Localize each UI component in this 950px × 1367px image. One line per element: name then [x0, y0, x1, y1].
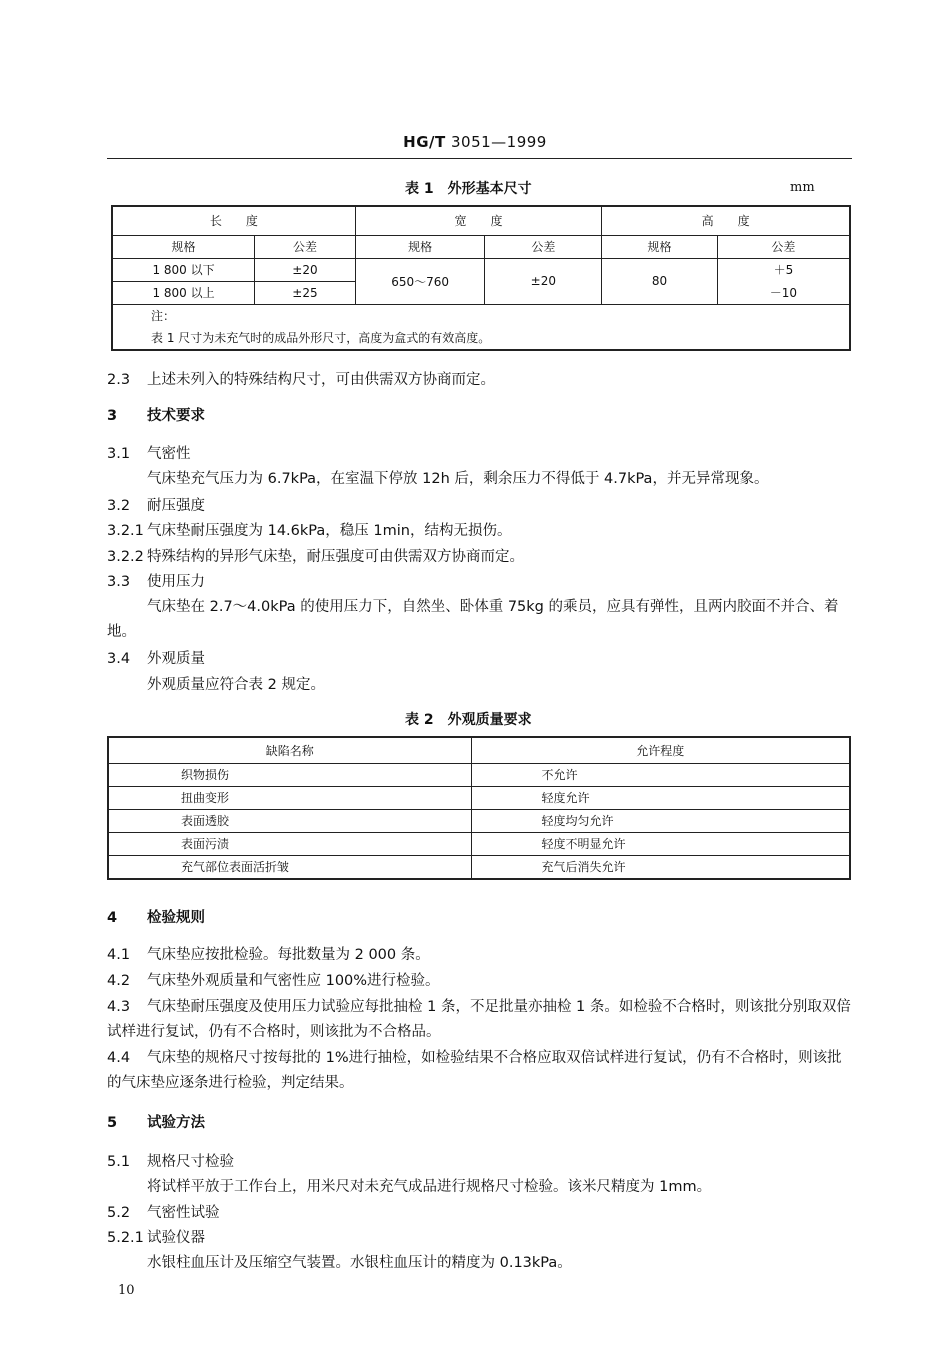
clause-3-4-heading [107, 647, 852, 672]
section-3-heading [107, 404, 852, 429]
clause-3-3-heading [107, 570, 852, 595]
clause-title: 外观质量 [147, 651, 205, 667]
table1-subheader: 规格 [355, 235, 485, 258]
clause-3-1-text: 气床垫充气压力为 6.7kPa，在室温下停放 12h 后，剩余压力不得低于 4.7kPa，并无异常现象。 [147, 471, 769, 487]
clause-number: 5.2.1 [107, 1230, 144, 1246]
clause-number: 3.2 [107, 498, 131, 514]
table1-length-tol: ±25 [255, 281, 356, 304]
table2-header-allow: 允许程度 [471, 737, 850, 763]
clause-number: 4.2 [107, 973, 131, 989]
clause-text: 气床垫耐压强度及使用压力试验应每批抽检 1 条，不足批量亦抽检 1 条。如检验不合格时，则该批分别取双倍试样进行复试，仍有不合格时，则该批为不合格品。 [107, 999, 851, 1040]
table1-length-spec: 1 800 以上 [112, 281, 255, 304]
header-rule [107, 158, 852, 159]
section-title: 试验方法 [147, 1115, 205, 1131]
table1-note-label: 注： [151, 308, 176, 323]
table2-defect: 织物损伤 [108, 763, 471, 786]
table1-note [112, 304, 850, 350]
clause-title: 气密性试验 [147, 1205, 220, 1221]
table2-allow: 充气后消失允许 [471, 855, 850, 879]
standard-code [0, 133, 950, 151]
section-number: 5 [107, 1115, 118, 1131]
clause-5-1-text: 将试样平放于工作台上，用米尺对未充气成品进行规格尺寸检验。该米尺精度为 1mm。 [147, 1179, 712, 1195]
section-number: 4 [107, 910, 118, 926]
table1-subheader: 公差 [485, 235, 602, 258]
clause-title: 耐压强度 [147, 498, 205, 514]
table1-caption: 表 1 外形基本尺寸 [405, 181, 532, 197]
clause-4-3 [107, 995, 852, 1045]
clause-number: 3.1 [107, 446, 131, 462]
clause-text: 气床垫的规格尺寸按每批的 1%进行抽检，如检验结果不合格应取双倍试样进行复试，仍有不合格时，则该批的气床垫应逐条进行检验，判定结果。 [107, 1050, 842, 1091]
clause-text: 特殊结构的异形气床垫，耐压强度可由供需双方协商而定。 [147, 549, 524, 565]
table1-subheader: 公差 [255, 235, 356, 258]
table1-subheader: 公差 [717, 235, 850, 258]
table2-defect: 扭曲变形 [108, 786, 471, 809]
clause-4-4 [107, 1046, 852, 1096]
clause-4-2 [107, 969, 852, 994]
table2-caption: 表 2 外观质量要求 [405, 712, 532, 728]
clause-text: 气床垫应按批检验。每批数量为 2 000 条。 [147, 947, 430, 963]
clause-3-2-heading [107, 494, 852, 519]
table1-group-width: 宽 度 [355, 206, 601, 235]
table2-header-defect: 缺陷名称 [108, 737, 471, 763]
clause-title: 规格尺寸检验 [147, 1154, 234, 1170]
table1 [111, 205, 851, 351]
page-number: 10 [118, 1283, 135, 1298]
clause-5-2-1-heading [107, 1226, 852, 1251]
standard-prefix: HG/T [403, 133, 446, 151]
table1-width-spec: 650～760 [355, 258, 485, 304]
clause-4-1 [107, 943, 852, 968]
clause-title: 使用压力 [147, 574, 205, 590]
clause-title: 试验仪器 [147, 1230, 205, 1246]
table1-height-spec: 80 [602, 258, 718, 304]
section-title: 技术要求 [147, 408, 205, 424]
clause-number: 4.4 [107, 1050, 131, 1066]
table1-height-tol-upper: ＋5 [717, 258, 850, 281]
clause-number: 3.2.1 [107, 523, 144, 539]
table1-subheader: 规格 [602, 235, 718, 258]
clause-number: 5.2 [107, 1205, 131, 1221]
table2-allow: 轻度均匀允许 [471, 809, 850, 832]
table1-group-length: 长 度 [112, 206, 355, 235]
clause-3-3-text: 气床垫在 2.7～4.0kPa 的使用压力下，自然坐、卧体重 75kg 的乘员，应具有弹性，且两内胶面不并合、着地。 [107, 599, 839, 640]
table1-width-tol: ±20 [485, 258, 602, 304]
table2-allow: 轻度不明显允许 [471, 832, 850, 855]
clause-3-1-heading [107, 442, 852, 467]
clause-3-2-1 [107, 519, 852, 544]
table1-group-height: 高 度 [602, 206, 850, 235]
clause-number: 5.1 [107, 1154, 131, 1170]
clause-3-2-2 [107, 545, 852, 570]
clause-text: 气床垫外观质量和气密性应 100%进行检验。 [147, 973, 440, 989]
table1-note-text: 表 1 尺寸为未充气时的成品外形尺寸，高度为盒式的有效高度。 [151, 330, 491, 345]
table1-subheader: 规格 [112, 235, 255, 258]
clause-number: 2.3 [107, 372, 131, 388]
clause-number: 3.2.2 [107, 549, 144, 565]
section-4-heading [107, 906, 852, 931]
standard-number: 3051—1999 [451, 133, 547, 151]
table1-height-tol-lower: －10 [717, 281, 850, 304]
table1-unit: mm [790, 180, 815, 195]
clause-3-4-text: 外观质量应符合表 2 规定。 [147, 677, 325, 693]
clause-number: 3.3 [107, 574, 131, 590]
clause-2-3 [107, 368, 852, 393]
clause-text: 上述未列入的特殊结构尺寸，可由供需双方协商而定。 [147, 372, 495, 388]
table2-defect: 表面透胶 [108, 809, 471, 832]
clause-text: 气床垫耐压强度为 14.6kPa，稳压 1min，结构无损伤。 [147, 523, 512, 539]
table2-allow: 轻度允许 [471, 786, 850, 809]
table1-length-spec: 1 800 以下 [112, 258, 255, 281]
clause-number: 4.1 [107, 947, 131, 963]
clause-number: 4.3 [107, 999, 131, 1015]
clause-5-1-heading [107, 1150, 852, 1175]
section-number: 3 [107, 408, 118, 424]
table2 [107, 736, 851, 880]
clause-number: 3.4 [107, 651, 131, 667]
table2-allow: 不允许 [471, 763, 850, 786]
section-5-heading [107, 1111, 852, 1136]
table2-defect: 充气部位表面活折皱 [108, 855, 471, 879]
clause-title: 气密性 [147, 446, 191, 462]
table1-length-tol: ±20 [255, 258, 356, 281]
clause-5-2-heading [107, 1201, 852, 1226]
clause-5-2-1-text: 水银柱血压计及压缩空气装置。水银柱血压计的精度为 0.13kPa。 [147, 1255, 572, 1271]
table2-defect: 表面污渍 [108, 832, 471, 855]
section-title: 检验规则 [147, 910, 205, 926]
